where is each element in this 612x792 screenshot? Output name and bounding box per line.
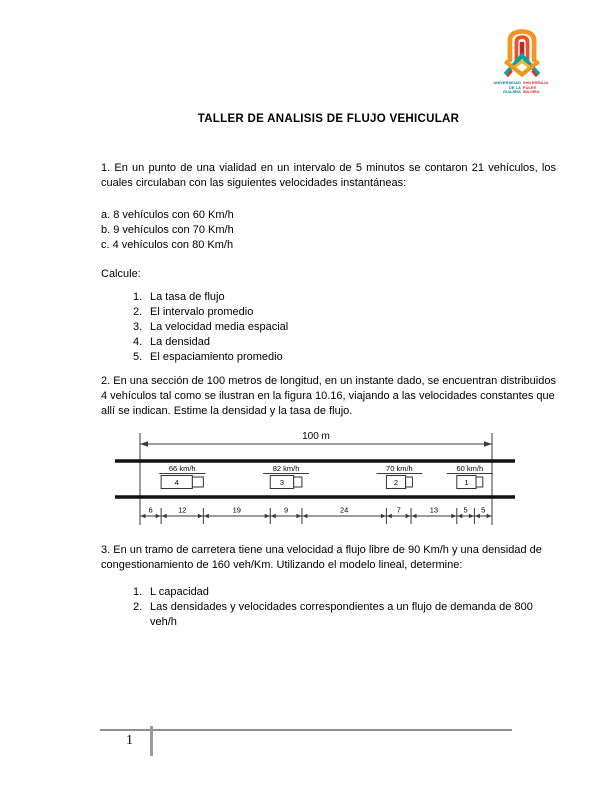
svg-text:100 m: 100 m xyxy=(302,431,330,442)
page-number: 1 xyxy=(126,733,133,748)
university-logo-text xyxy=(490,81,554,95)
svg-text:19: 19 xyxy=(232,505,241,515)
svg-text:24: 24 xyxy=(339,505,349,515)
list-item-text: El espaciamiento promedio xyxy=(150,351,283,363)
svg-text:82 km/h: 82 km/h xyxy=(272,464,300,473)
svg-text:5: 5 xyxy=(463,505,468,515)
figure-10-16 xyxy=(115,427,515,531)
speed-item-b: b. 9 vehículos con 70 Km/h xyxy=(101,224,234,236)
list-item-number: 5. xyxy=(133,351,143,363)
list-item-text: La tasa de flujo xyxy=(150,291,225,303)
svg-text:12: 12 xyxy=(178,505,187,515)
document-content xyxy=(101,112,556,630)
svg-text:66 km/h: 66 km/h xyxy=(168,464,196,473)
list-item-text: El intervalo promedio xyxy=(150,306,254,318)
svg-text:1: 1 xyxy=(464,477,469,487)
svg-text:9: 9 xyxy=(283,505,289,515)
list-item xyxy=(133,335,556,350)
list-item xyxy=(133,320,556,335)
svg-text:2: 2 xyxy=(393,477,399,487)
university-logo xyxy=(490,26,554,95)
university-emblem-icon xyxy=(494,26,550,80)
svg-text:4: 4 xyxy=(174,477,179,487)
footer-vertical-bar xyxy=(150,726,153,756)
speed-list xyxy=(101,208,556,253)
document-title: TALLER DE ANALISIS DE FLUJO VEHICULAR xyxy=(197,113,460,125)
determine-list xyxy=(133,585,556,630)
speed-item-a: a. 8 vehículos con 60 Km/h xyxy=(101,209,234,221)
list-item-text: Las densidades y velocidades correspondientes a un flujo de demanda de 800 veh/h xyxy=(150,601,533,628)
list-item-number: 3. xyxy=(133,321,143,333)
logo-name-wayuu: SHII ERRAJA PÜLEE WAJIIRA xyxy=(522,80,549,95)
list-item-number: 2. xyxy=(133,306,143,318)
svg-text:7: 7 xyxy=(396,505,401,515)
speed-item-c: c. 4 vehículos con 80 Km/h xyxy=(101,239,234,251)
svg-text:5: 5 xyxy=(481,505,486,515)
list-item-text: La velocidad media espacial xyxy=(150,321,289,333)
list-item xyxy=(133,350,556,365)
list-item-number: 4. xyxy=(133,336,143,348)
problem-3-statement: 3. En un tramo de carretera tiene una velocidad a flujo libre de 90 Km/h y una densidad de congestionamiento de 160 veh/Km. Utilizando el modelo lineal, determine: xyxy=(101,544,542,571)
svg-text:3: 3 xyxy=(279,477,285,487)
list-item-number: 1. xyxy=(133,291,143,303)
calcule-list xyxy=(133,290,556,365)
list-item-number: 1. xyxy=(133,586,143,598)
svg-text:6: 6 xyxy=(148,505,153,515)
problem-1-statement: 1. En un punto de una vialidad en un intervalo de 5 minutos se contaron 21 vehículos, los cuales circulaban con las siguientes velocidades instantáneas: xyxy=(101,162,556,189)
list-item xyxy=(133,585,556,600)
problem-2-statement: 2. En una sección de 100 metros de longitud, en un instante dado, se encuentran distribuidos 4 vehículos tal como se ilustran en la figura 10.16, viajando a las velocidades constantes que allí se indican. Estime la densidad y la tasa de flujo. xyxy=(101,375,556,417)
svg-text:13: 13 xyxy=(429,505,439,515)
footer-rule xyxy=(100,729,512,731)
list-item-text: La densidad xyxy=(150,336,210,348)
svg-text:70 km/h: 70 km/h xyxy=(386,464,413,473)
list-item xyxy=(133,305,556,320)
list-item xyxy=(133,290,556,305)
calcule-label: Calcule: xyxy=(101,268,141,280)
list-item xyxy=(133,600,556,630)
logo-name-spanish: UNIVERSIDAD DE LA GUAJIRA xyxy=(493,80,521,95)
list-item-number: 2. xyxy=(133,601,143,613)
svg-text:60 km/h: 60 km/h xyxy=(456,464,484,473)
list-item-text: L capacidad xyxy=(150,586,209,598)
